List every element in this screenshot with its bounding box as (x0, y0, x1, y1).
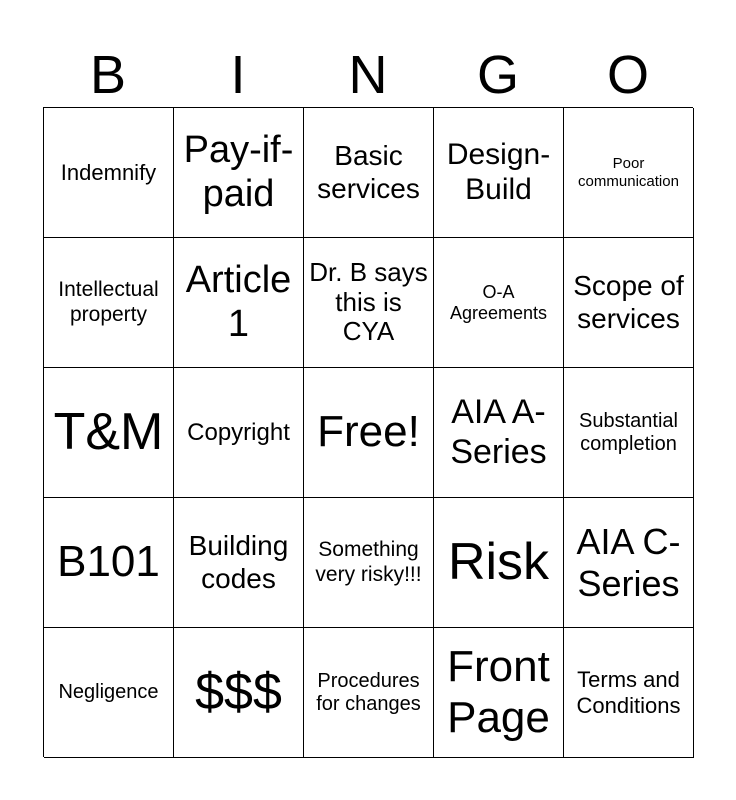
bingo-cell[interactable]: Dr. B says this is CYA (304, 238, 434, 368)
bingo-cell[interactable]: Indemnify (44, 108, 174, 238)
bingo-cell[interactable]: O-A Agreements (434, 238, 564, 368)
bingo-cell[interactable]: Substantial completion (564, 368, 694, 498)
header-letter-i: I (230, 45, 246, 105)
bingo-cell[interactable]: Poor communication (564, 108, 694, 238)
header-letter-b: B (89, 45, 127, 105)
bingo-cell[interactable]: Building codes (174, 498, 304, 628)
bingo-cell[interactable]: Scope of services (564, 238, 694, 368)
header-letter-g: G (476, 45, 519, 105)
bingo-cell[interactable]: Negligence (44, 628, 174, 758)
bingo-cell[interactable]: $$$ (174, 628, 304, 758)
bingo-cell[interactable]: AIA C-Series (564, 498, 694, 628)
bingo-cell[interactable]: Free! (304, 368, 434, 498)
bingo-cell[interactable]: Risk (434, 498, 564, 628)
bingo-header (43, 40, 693, 110)
bingo-cell[interactable]: Intellectual property (44, 238, 174, 368)
bingo-cell[interactable]: T&M (44, 368, 174, 498)
bingo-cell[interactable]: Article 1 (174, 238, 304, 368)
bingo-cell[interactable]: Procedures for changes (304, 628, 434, 758)
bingo-cell[interactable]: B101 (44, 498, 174, 628)
bingo-cell[interactable]: Basic services (304, 108, 434, 238)
bingo-cell[interactable]: Front Page (434, 628, 564, 758)
bingo-cell[interactable]: Copyright (174, 368, 304, 498)
header-letter-n: N (348, 45, 388, 105)
bingo-grid (43, 107, 693, 757)
bingo-cell[interactable]: Terms and Conditions (564, 628, 694, 758)
bingo-cell[interactable]: Design-Build (434, 108, 564, 238)
bingo-cell[interactable]: Pay-if-paid (174, 108, 304, 238)
bingo-cell[interactable]: Something very risky!!! (304, 498, 434, 628)
header-letter-o: O (606, 45, 649, 105)
bingo-cell[interactable]: AIA A-Series (434, 368, 564, 498)
